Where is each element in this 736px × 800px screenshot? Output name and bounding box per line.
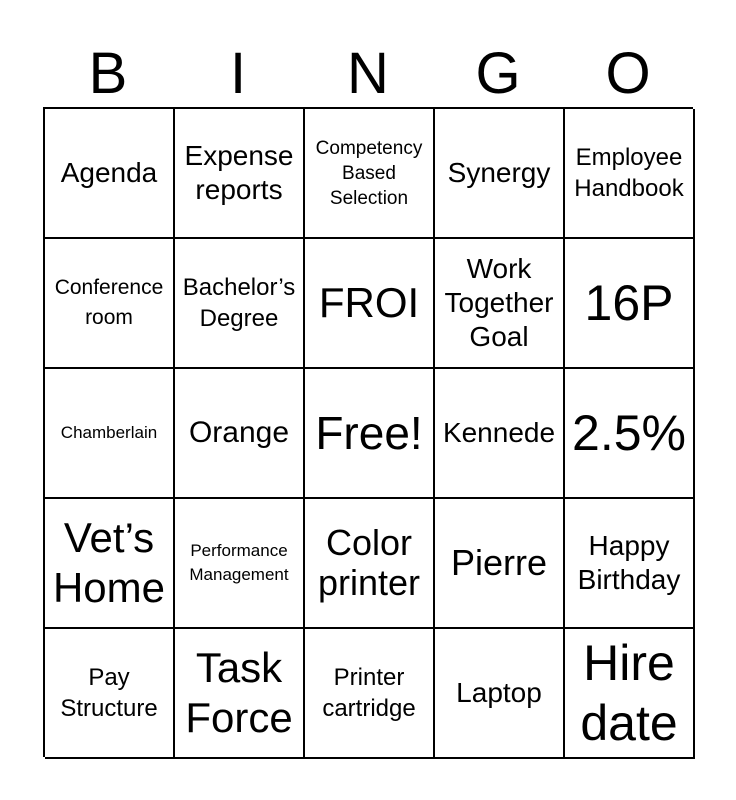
- bingo-cell[interactable]: [435, 239, 565, 369]
- bingo-cell[interactable]: [565, 239, 695, 369]
- bingo-cell[interactable]: [45, 369, 175, 499]
- bingo-cell[interactable]: [175, 629, 305, 759]
- bingo-cell[interactable]: [305, 629, 435, 759]
- bingo-cell[interactable]: [305, 369, 435, 499]
- bingo-cell-text: Performance Management: [189, 541, 289, 584]
- bingo-cell-text: Pierre: [450, 542, 548, 583]
- bingo-cell-text: Pay Structure: [60, 664, 158, 722]
- bingo-cell[interactable]: [435, 629, 565, 759]
- bingo-cell[interactable]: [175, 499, 305, 629]
- bingo-cell-text: Agenda: [60, 157, 158, 188]
- bingo-cell[interactable]: [175, 239, 305, 369]
- bingo-cell-text: Task Force: [185, 644, 293, 741]
- bingo-cell-text: Chamberlain: [60, 423, 158, 442]
- bingo-cell-text: Happy Birthday: [577, 530, 681, 595]
- bingo-cell[interactable]: [565, 499, 695, 629]
- bingo-cell-text: Synergy: [447, 157, 551, 188]
- bingo-cell[interactable]: [45, 109, 175, 239]
- bingo-cell[interactable]: [305, 499, 435, 629]
- header-letter-b: B: [88, 41, 128, 106]
- bingo-cell[interactable]: [305, 239, 435, 369]
- header-letter-n: N: [347, 41, 389, 106]
- bingo-cell-text: Bachelor’s Degree: [182, 274, 296, 332]
- bingo-cell-text: Competency Based Selection: [315, 137, 423, 209]
- bingo-cell-text: Color printer: [317, 522, 421, 603]
- bingo-cell[interactable]: [175, 109, 305, 239]
- bingo-cell-text: 2.5%: [572, 405, 686, 461]
- bingo-header: [43, 40, 693, 108]
- header-letter-i: I: [229, 41, 247, 106]
- bingo-cell[interactable]: [435, 369, 565, 499]
- bingo-cell[interactable]: [45, 499, 175, 629]
- bingo-cell[interactable]: [435, 499, 565, 629]
- bingo-card-grid: [43, 107, 693, 757]
- bingo-cell-text: Work Together Goal: [444, 253, 554, 352]
- bingo-cell[interactable]: [45, 629, 175, 759]
- bingo-cell[interactable]: [45, 239, 175, 369]
- bingo-cell-text: FROI: [318, 279, 420, 326]
- bingo-cell-text: 16P: [584, 275, 674, 331]
- bingo-cell[interactable]: [175, 369, 305, 499]
- header-letter-o: O: [605, 41, 651, 106]
- bingo-cell-text: Hire date: [580, 635, 678, 751]
- bingo-cell-text: Employee Handbook: [574, 144, 684, 202]
- bingo-cell[interactable]: [435, 109, 565, 239]
- bingo-cell-text: Orange: [188, 416, 290, 449]
- bingo-cell-text: Expense reports: [184, 140, 294, 205]
- bingo-cell-text: Laptop: [456, 677, 542, 708]
- bingo-cell-text: Conference room: [54, 276, 164, 329]
- header-letter-g: G: [475, 41, 521, 106]
- bingo-cell-text: Kennede: [442, 417, 556, 448]
- bingo-cell-text: Vet’s Home: [52, 514, 166, 611]
- bingo-cell[interactable]: [565, 629, 695, 759]
- bingo-cell[interactable]: [305, 109, 435, 239]
- bingo-cell[interactable]: [565, 109, 695, 239]
- bingo-cell-text: Free!: [315, 407, 423, 459]
- bingo-cell[interactable]: [565, 369, 695, 499]
- bingo-cell-text: Printer cartridge: [322, 664, 416, 722]
